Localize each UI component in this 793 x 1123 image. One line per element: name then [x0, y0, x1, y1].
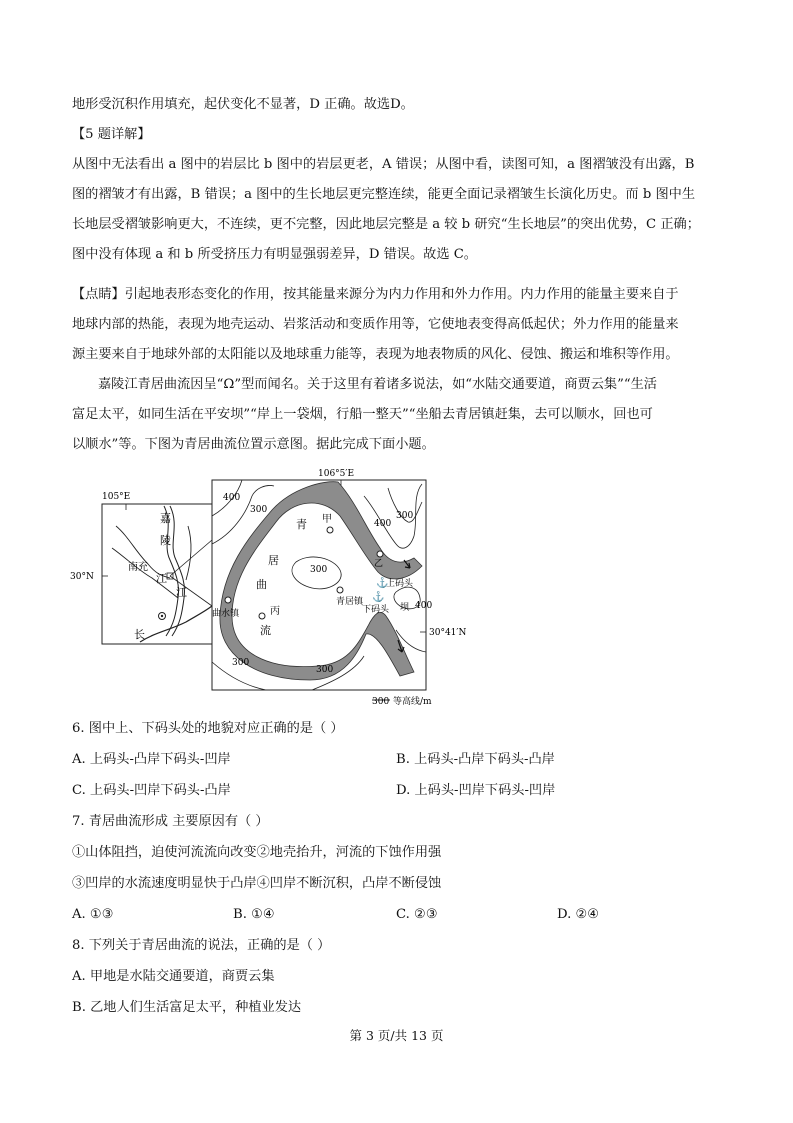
anchor-icon: ⚓ [372, 592, 385, 603]
main-map [212, 469, 466, 707]
meander-label-char: 居 [268, 554, 279, 567]
inset-river-char: 嘉 [160, 512, 171, 525]
inset-city-name: 南充 [128, 562, 148, 573]
question-8-stem: 8. 下列关于青居曲流的说法，正确的是（ ） [72, 938, 331, 953]
meander-label-char: 曲 [256, 578, 267, 591]
qushuizhen-marker [225, 597, 231, 603]
paragraph-line: 地形受沉积作用填充，起伏变化不显著，D 正确。故选D。 [72, 97, 414, 112]
intro-paragraph-line: 以顺水”等。下图为青居曲流位置示意图。据此完成下面小题。 [72, 437, 435, 452]
q7-option-a[interactable]: A. ①③ [72, 907, 114, 922]
tip-paragraph-line: 源主要来自于地球外部的太阳能以及地球重力能等，表现为地表物质的风化、侵蚀、搬运和堆积等作用。 [72, 347, 679, 362]
inset-river-char: 江 [176, 586, 187, 599]
q8-option-a[interactable]: A. 甲地是水陆交通要道，商贾云集 [72, 969, 275, 984]
place-yi-label: 乙 [374, 559, 384, 569]
q6-option-d[interactable]: D. 上码头-凹岸下码头-凹岸 [396, 783, 556, 798]
meander-label-char: 流 [260, 624, 271, 637]
ba-label: 坝 [400, 603, 410, 613]
legend-contour-value: 300 [372, 697, 390, 707]
qingjuzhen-label: 青居镇 [336, 597, 364, 607]
page-footer: 第 3 页/共 13 页 [349, 1028, 444, 1043]
place-jia-marker [327, 527, 333, 533]
meander-label-char: 青 [296, 518, 307, 531]
paragraph-line: 图的褶皱才有出露，B 错误；a 图中的生长地层更完整连续，能更全面记录褶皱生长演化历史。而 b 图中生 [72, 187, 696, 202]
place-bing-label: 丙 [270, 606, 280, 617]
q6-option-a[interactable]: A. 上码头-凸岸下码头-凹岸 [72, 752, 231, 767]
place-bing-marker [259, 613, 265, 619]
contour-label: 300 [250, 505, 268, 515]
question-6-stem: 6. 图中上、下码头处的地貌对应正确的是（ ） [72, 721, 344, 736]
contour-label: 400 [223, 493, 241, 503]
main-lon-label: 106°5′E [318, 469, 355, 479]
q7-statements: ③凹岸的水流速度明显快于凸岸④凹岸不断沉积，凸岸不断侵蚀 [72, 876, 442, 891]
contour-label: 300 [396, 511, 414, 521]
inset-river-char: 陵 [160, 534, 171, 547]
inset-river-char: 江 [156, 572, 167, 585]
contour-label: 300 [316, 665, 334, 675]
contour-label: 400 [374, 519, 392, 529]
q6-option-b[interactable]: B. 上码头-凸岸下码头-凸岸 [396, 752, 555, 767]
tip-paragraph-line: 地球内部的热能，表现为地壳运动、岩浆活动和变质作用等，它使地表变得高低起伏；外力作用的能量来 [72, 317, 679, 332]
paragraph-line: 长地层受褶皱影响更大，不连续，更不完整，因此地层完整是 a 较 b 研究“生长地层”的突出优势，C 正确； [72, 217, 700, 232]
xiamatou-label: 下码头 [362, 605, 390, 615]
inset-lon-label: 105°E [102, 492, 131, 502]
place-yi-marker [377, 551, 383, 557]
qingjuzhen-marker [337, 587, 343, 593]
qushuizhen-label: 曲水镇 [212, 609, 240, 619]
paragraph-line: 图中没有体现 a 和 b 所受挤压力有明显强弱差异，D 错误。故选 C。 [72, 247, 477, 262]
answer-heading: 【5 题详解】 [72, 127, 151, 142]
qingju-meander-map [70, 466, 467, 714]
intro-paragraph-line: 富足太平，如同生活在平安坝”“岸上一袋烟，行船一整天”“坐船去青居镇赶集，去可以顺水，回也可 [72, 407, 653, 422]
contour-label: 400 [415, 601, 433, 611]
contour-label: 300 [232, 658, 250, 668]
shangmatou-label: 上码头 [386, 579, 414, 589]
contour-label: 300 [310, 565, 328, 575]
tip-paragraph-line: 【点睛】引起地表形态变化的作用，按其能量来源分为内力作用和外力作用。内力作用的能量主要来自于 [72, 287, 679, 302]
q7-option-c[interactable]: C. ②③ [396, 907, 438, 922]
legend-text: 等高线/m [393, 697, 432, 707]
anchor-icon: ⚓ [376, 578, 389, 589]
inset-river-char: 长 [134, 628, 145, 641]
question-7-stem: 7. 青居曲流形成 主要原因有（ ） [72, 814, 269, 829]
inset-lat-label: 30°N [70, 572, 94, 582]
paragraph-line: 从图中无法看出 a 图中的岩层比 b 图中的岩层更老，A 错误；从图中看，读图可知，a 图褶皱没有出露，B [72, 157, 695, 172]
main-lat-label: 30°41′N [429, 628, 467, 638]
q7-option-b[interactable]: B. ①④ [233, 907, 275, 922]
inset-map [70, 492, 212, 644]
q7-statements: ①山体阻挡，迫使河流流向改变②地壳抬升，河流的下蚀作用强 [72, 845, 442, 860]
intro-paragraph-line: 嘉陵江青居曲流因呈“Ω”型而闻名。关于这里有着诸多说法，如“水陆交通要道，商贾云集”“生活 [98, 377, 657, 392]
place-jia-label: 甲 [322, 514, 332, 525]
q7-option-d[interactable]: D. ②④ [557, 907, 600, 922]
q8-option-b[interactable]: B. 乙地人们生活富足太平，种植业发达 [72, 1000, 302, 1015]
q6-option-c[interactable]: C. 上码头-凹岸下码头-凸岸 [72, 783, 231, 798]
